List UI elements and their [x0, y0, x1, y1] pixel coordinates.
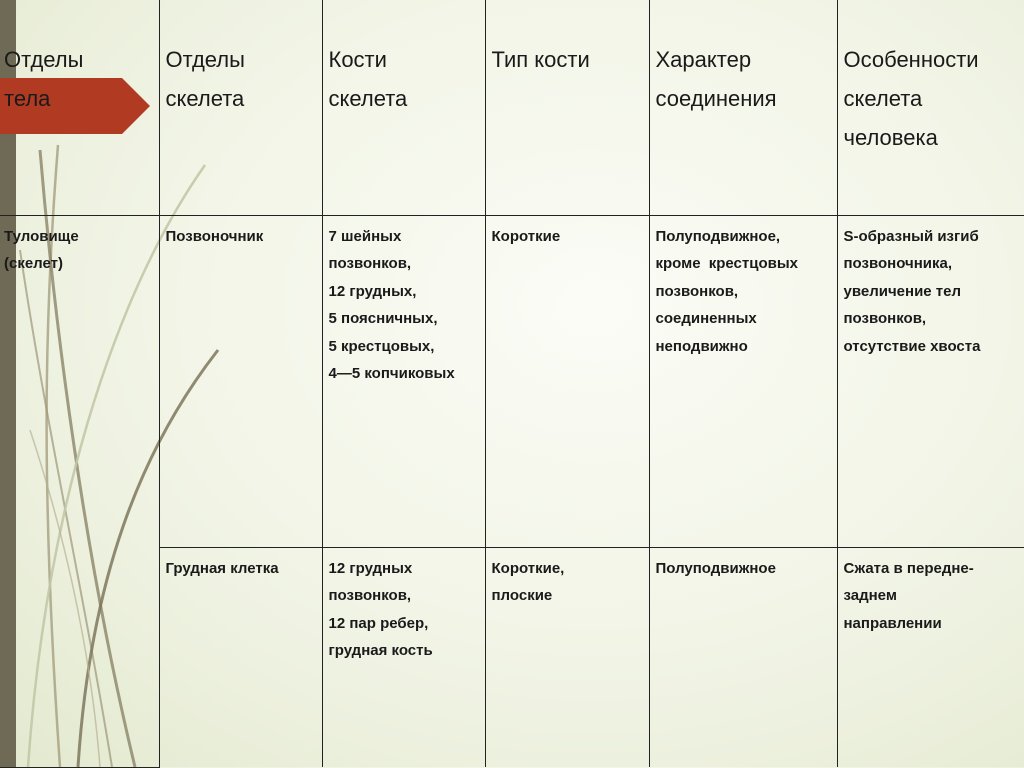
cell-line: позвоночника,	[843, 255, 953, 272]
header-line: человека	[843, 125, 938, 150]
cell-line: 4—5 копчиковых	[328, 365, 455, 382]
cell-body-part	[0, 215, 159, 767]
cell-line: 5 поясничных,	[328, 310, 438, 327]
cell-line: 12 грудных,	[328, 282, 417, 300]
cell-line: позвонков,	[655, 282, 739, 300]
cell-line: Сжата в передне-	[843, 559, 974, 577]
table-row	[0, 215, 1024, 547]
header-bones	[322, 0, 485, 215]
cell-line: (скелет)	[4, 255, 64, 272]
cell-line: соединенных	[655, 310, 757, 327]
cell-skeleton-section	[159, 215, 322, 547]
cell-line: Туловище	[4, 227, 79, 245]
cell-line: S-образный изгиб	[843, 227, 979, 245]
cell-line: Полуподвижное,	[655, 227, 781, 245]
header-line: Особенности	[843, 47, 979, 72]
cell-features	[837, 215, 1024, 547]
cell-bone-type	[485, 547, 649, 767]
cell-line: 12 грудных	[328, 559, 413, 577]
header-line: Отделы	[165, 47, 245, 72]
header-joint-type	[649, 0, 837, 215]
cell-line: заднем	[843, 587, 897, 604]
cell-skeleton-section	[159, 547, 322, 767]
header-skeleton-section	[159, 0, 322, 215]
cell-line: позвонков,	[843, 310, 927, 327]
header-line: соединения	[655, 86, 777, 111]
header-line: тела	[4, 86, 51, 111]
header-features	[837, 0, 1024, 215]
cell-line: 7 шейных	[328, 227, 402, 245]
cell-line: грудная кость	[328, 642, 433, 659]
header-bone-type	[485, 0, 649, 215]
cell-line: плоские	[491, 587, 553, 604]
header-line: скелета	[843, 86, 923, 111]
cell-line: Короткие	[491, 227, 561, 245]
header-line: Характер	[655, 47, 752, 72]
cell-bones	[322, 215, 485, 547]
cell-bones	[322, 547, 485, 767]
cell-line: направлении	[843, 614, 942, 632]
cell-line: Короткие,	[491, 559, 565, 577]
cell-line: неподвижно	[655, 337, 748, 355]
cell-line: позвонков,	[328, 587, 412, 604]
header-line: скелета	[328, 86, 408, 111]
cell-line: позвонков,	[328, 255, 412, 272]
cell-line: кроме крестцовых	[655, 255, 799, 272]
header-line: Отделы	[4, 47, 84, 72]
cell-line: 12 пар ребер,	[328, 614, 429, 632]
header-line: Тип кости	[491, 47, 590, 72]
cell-line: Грудная клетка	[165, 559, 279, 577]
cell-line: 5 крестцовых,	[328, 337, 435, 355]
header-line: Кости	[328, 47, 387, 72]
cell-bone-type	[485, 215, 649, 547]
cell-joint-type	[649, 547, 837, 767]
cell-line: увеличение тел	[843, 282, 962, 300]
table-header-row	[0, 0, 1024, 215]
cell-line: Полуподвижное	[655, 559, 776, 577]
cell-features	[837, 547, 1024, 767]
cell-line: отсутствие хвоста	[843, 337, 981, 355]
cell-joint-type	[649, 215, 837, 547]
header-body-part	[0, 0, 159, 215]
cell-line: Позвоночник	[165, 227, 264, 245]
header-line: скелета	[165, 86, 245, 111]
